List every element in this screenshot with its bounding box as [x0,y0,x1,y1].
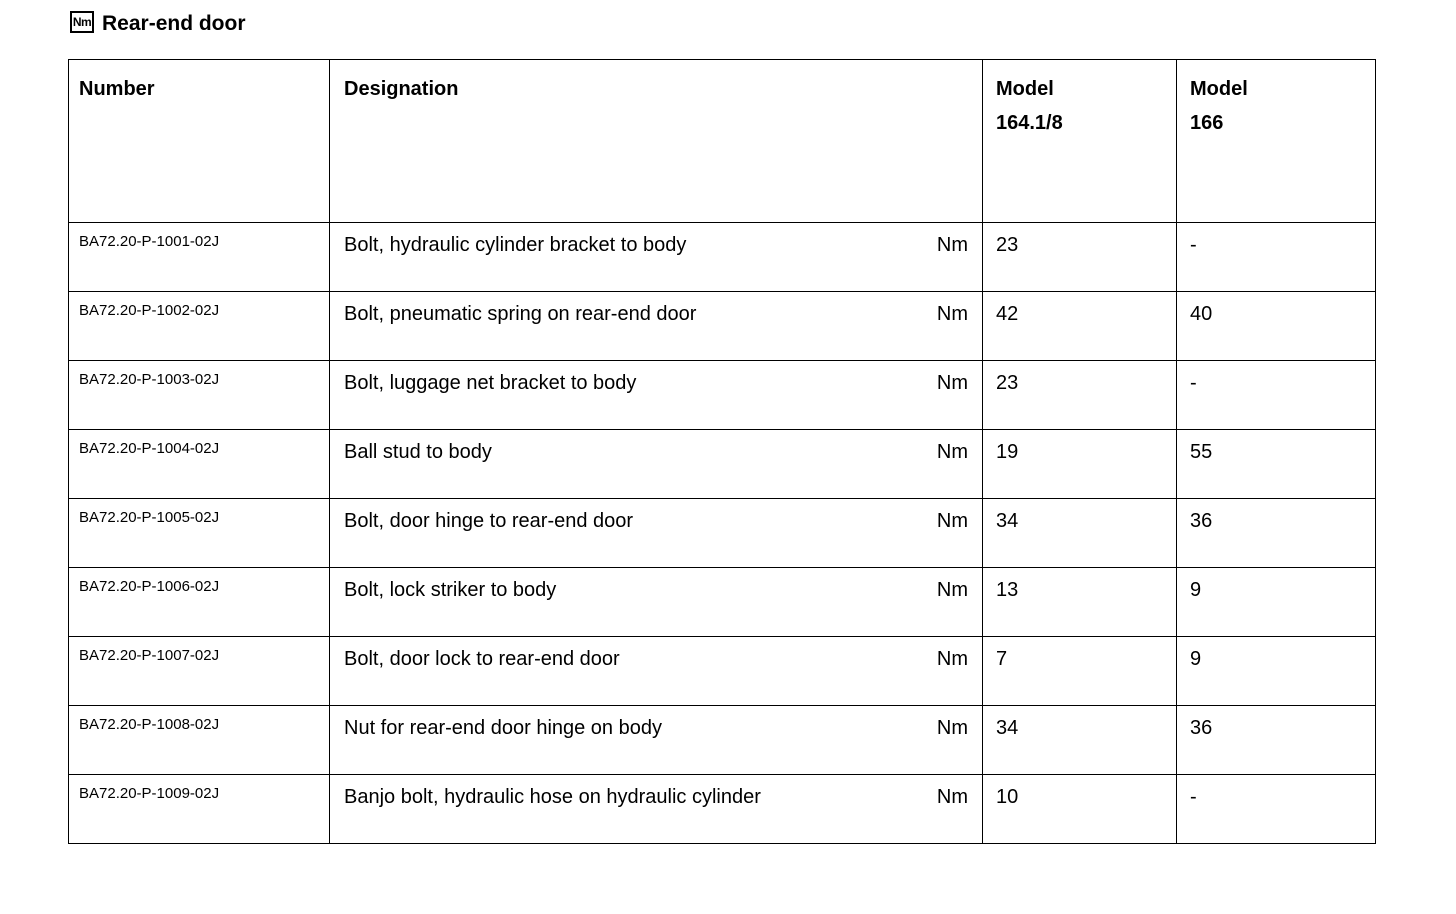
header-model-166-line2: 166 [1190,112,1224,134]
table-row [69,775,1376,844]
cell-number: BA72.20-P-1008-02J [69,706,330,775]
cell-designation [330,223,983,292]
cell-number: BA72.20-P-1004-02J [69,430,330,499]
cell-designation [330,568,983,637]
designation-text: Banjo bolt, hydraulic hose on hydraulic cylinder [344,786,761,808]
cell-number: BA72.20-P-1002-02J [69,292,330,361]
cell-model-164: 34 [983,499,1177,568]
unit-label: Nm [936,441,968,463]
cell-model-166: 9 [1177,568,1376,637]
unit-label: Nm [936,510,968,532]
cell-model-166: - [1177,223,1376,292]
header-model-164-line1: Model [996,78,1054,100]
table-row [69,706,1376,775]
cell-model-164: 7 [983,637,1177,706]
cell-model-166: 40 [1177,292,1376,361]
cell-model-166: 55 [1177,430,1376,499]
header-designation: Designation [330,60,983,223]
torque-nm-icon: Nm [70,11,94,33]
cell-number: BA72.20-P-1003-02J [69,361,330,430]
cell-model-166: - [1177,775,1376,844]
page-title: Rear-end door [102,12,246,35]
cell-model-164: 34 [983,706,1177,775]
cell-designation [330,637,983,706]
cell-model-164: 10 [983,775,1177,844]
cell-model-164: 23 [983,223,1177,292]
unit-label: Nm [936,648,968,670]
torque-spec-table [68,59,1376,844]
table-row [69,223,1376,292]
unit-label: Nm [936,234,968,256]
cell-designation [330,706,983,775]
cell-model-164: 23 [983,361,1177,430]
table-row [69,499,1376,568]
unit-label: Nm [936,372,968,394]
cell-model-164: 42 [983,292,1177,361]
designation-text: Nut for rear-end door hinge on body [344,717,662,739]
unit-label: Nm [936,303,968,325]
unit-label: Nm [936,717,968,739]
cell-model-166: 9 [1177,637,1376,706]
designation-text: Bolt, luggage net bracket to body [344,372,637,394]
cell-designation [330,499,983,568]
cell-model-164: 13 [983,568,1177,637]
cell-number: BA72.20-P-1001-02J [69,223,330,292]
header-model-164 [983,60,1177,223]
cell-number: BA72.20-P-1009-02J [69,775,330,844]
header-model-164-line2: 164.1/8 [996,112,1063,134]
cell-designation [330,292,983,361]
designation-text: Bolt, lock striker to body [344,579,557,601]
designation-text: Bolt, door hinge to rear-end door [344,510,634,532]
designation-text: Bolt, door lock to rear-end door [344,648,620,670]
cell-model-166: 36 [1177,499,1376,568]
table-row [69,568,1376,637]
header-model-166-line1: Model [1190,78,1248,100]
cell-designation [330,775,983,844]
cell-number: BA72.20-P-1007-02J [69,637,330,706]
cell-number: BA72.20-P-1006-02J [69,568,330,637]
designation-text: Bolt, pneumatic spring on rear-end door [344,303,697,325]
table-row [69,361,1376,430]
header-number: Number [69,60,330,223]
table-row [69,637,1376,706]
unit-label: Nm [936,579,968,601]
unit-label: Nm [936,786,968,808]
cell-model-166: 36 [1177,706,1376,775]
table-header-row [69,60,1376,223]
table-row [69,430,1376,499]
cell-designation [330,430,983,499]
section-heading [70,12,246,36]
designation-text: Ball stud to body [344,441,492,463]
table-row [69,292,1376,361]
cell-model-166: - [1177,361,1376,430]
header-model-166 [1177,60,1376,223]
cell-model-164: 19 [983,430,1177,499]
cell-number: BA72.20-P-1005-02J [69,499,330,568]
cell-designation [330,361,983,430]
designation-text: Bolt, hydraulic cylinder bracket to body [344,234,687,256]
